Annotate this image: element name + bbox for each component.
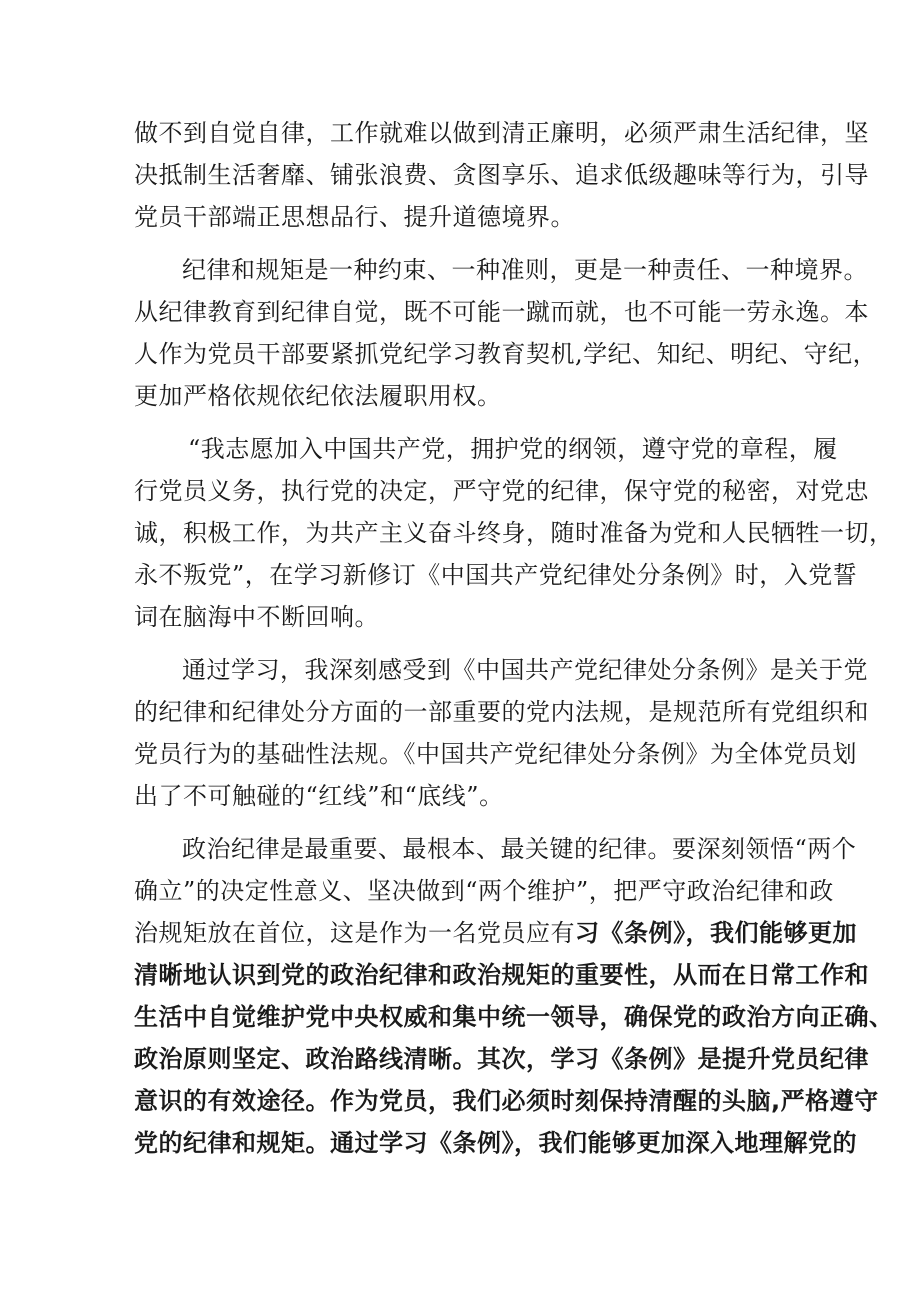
bold-line: 意识的有效途径。作为党员，我们必须时刻保持清醒的头脑,严格遵守: [134, 1087, 879, 1115]
text-line: 出了不可触碰的“红线”和“底线”。: [134, 782, 504, 810]
paragraph-3: [134, 428, 894, 638]
bold-line: 清晰地认识到党的政治纪律和政治规矩的重要性，从而在日常工作和: [134, 961, 869, 989]
bold-line: 党的纪律和规矩。通过学习《条例》，我们能够更加深入地理解党的: [134, 1129, 857, 1157]
text-line: 政治纪律是最重要、最根本、最关键的纪律。要深刻领悟“两个: [182, 835, 857, 863]
text-line: 从纪律教育到纪律自觉，既不可能一蹴而就，也不可能一劳永逸。本: [134, 298, 869, 326]
paragraph-2: [134, 249, 878, 417]
text-line: 确立”的决定性意义、坚决做到“两个维护”，把严守政治纪律和政: [134, 877, 834, 905]
text-line: “我志愿加入中国共产党，拥护党的纲领，遵守党的章程，履: [188, 435, 838, 463]
text-line: 决抵制生活奢靡、铺张浪费、贪图享乐、追求低级趣味等行为，引导: [134, 161, 869, 189]
paragraph-1: [134, 112, 869, 238]
text-line: 的纪律和纪律处分方面的一部重要的党内法规，是规范所有党组织和: [134, 698, 869, 726]
text-line: 词在脑海中不断回响。: [134, 603, 379, 631]
text-line: 诚，积极工作，为共产主义奋斗终身，随时准备为党和人民牺牲一切，: [134, 519, 894, 547]
text-line: 通过学习，我深刻感受到《中国共产党纪律处分条例》是关于党: [182, 656, 868, 684]
text-line: 党员干部端正思想品行、提升道德境界。: [134, 203, 575, 231]
text-line: 人作为党员干部要紧抓党纪学习教育契机,学纪、知纪、明纪、守纪，: [134, 340, 878, 368]
text-line: 更加严格依规依纪依法履职用权。: [134, 382, 502, 410]
bold-line: 政治原则坚定、政治路线清晰。其次，学习《条例》是提升党员纪律: [134, 1045, 869, 1073]
paragraph-5: [134, 828, 894, 1164]
bold-line: 生活中自觉维护党中央权威和集中统一领导，确保党的政治方向正确、: [134, 1003, 894, 1031]
text-line: 纪律和规矩是一种约束、一种准则，更是一种责任、一种境界。: [182, 256, 868, 284]
text-line: 永不叛党”，在学习新修订《中国共产党纪律处分条例》时，入党誓: [134, 561, 858, 589]
bold-segment: 习《条例》，我们能够更加: [575, 919, 857, 947]
document-body: [134, 112, 894, 1164]
text-line: 党员行为的基础性法规。《中国共产党纪律处分条例》为全体党员划: [134, 740, 857, 768]
text-line: 行党员义务，执行党的决定，严守党的纪律，保守党的秘密，对党忠: [134, 477, 869, 505]
mixed-line: [134, 912, 857, 954]
paragraph-4: [134, 649, 869, 817]
text-line: 做不到自觉自律，工作就难以做到清正廉明，必须严肃生活纪律，坚: [134, 119, 869, 147]
text-segment: 治规矩放在首位，这是作为一名党员应有: [134, 919, 575, 947]
